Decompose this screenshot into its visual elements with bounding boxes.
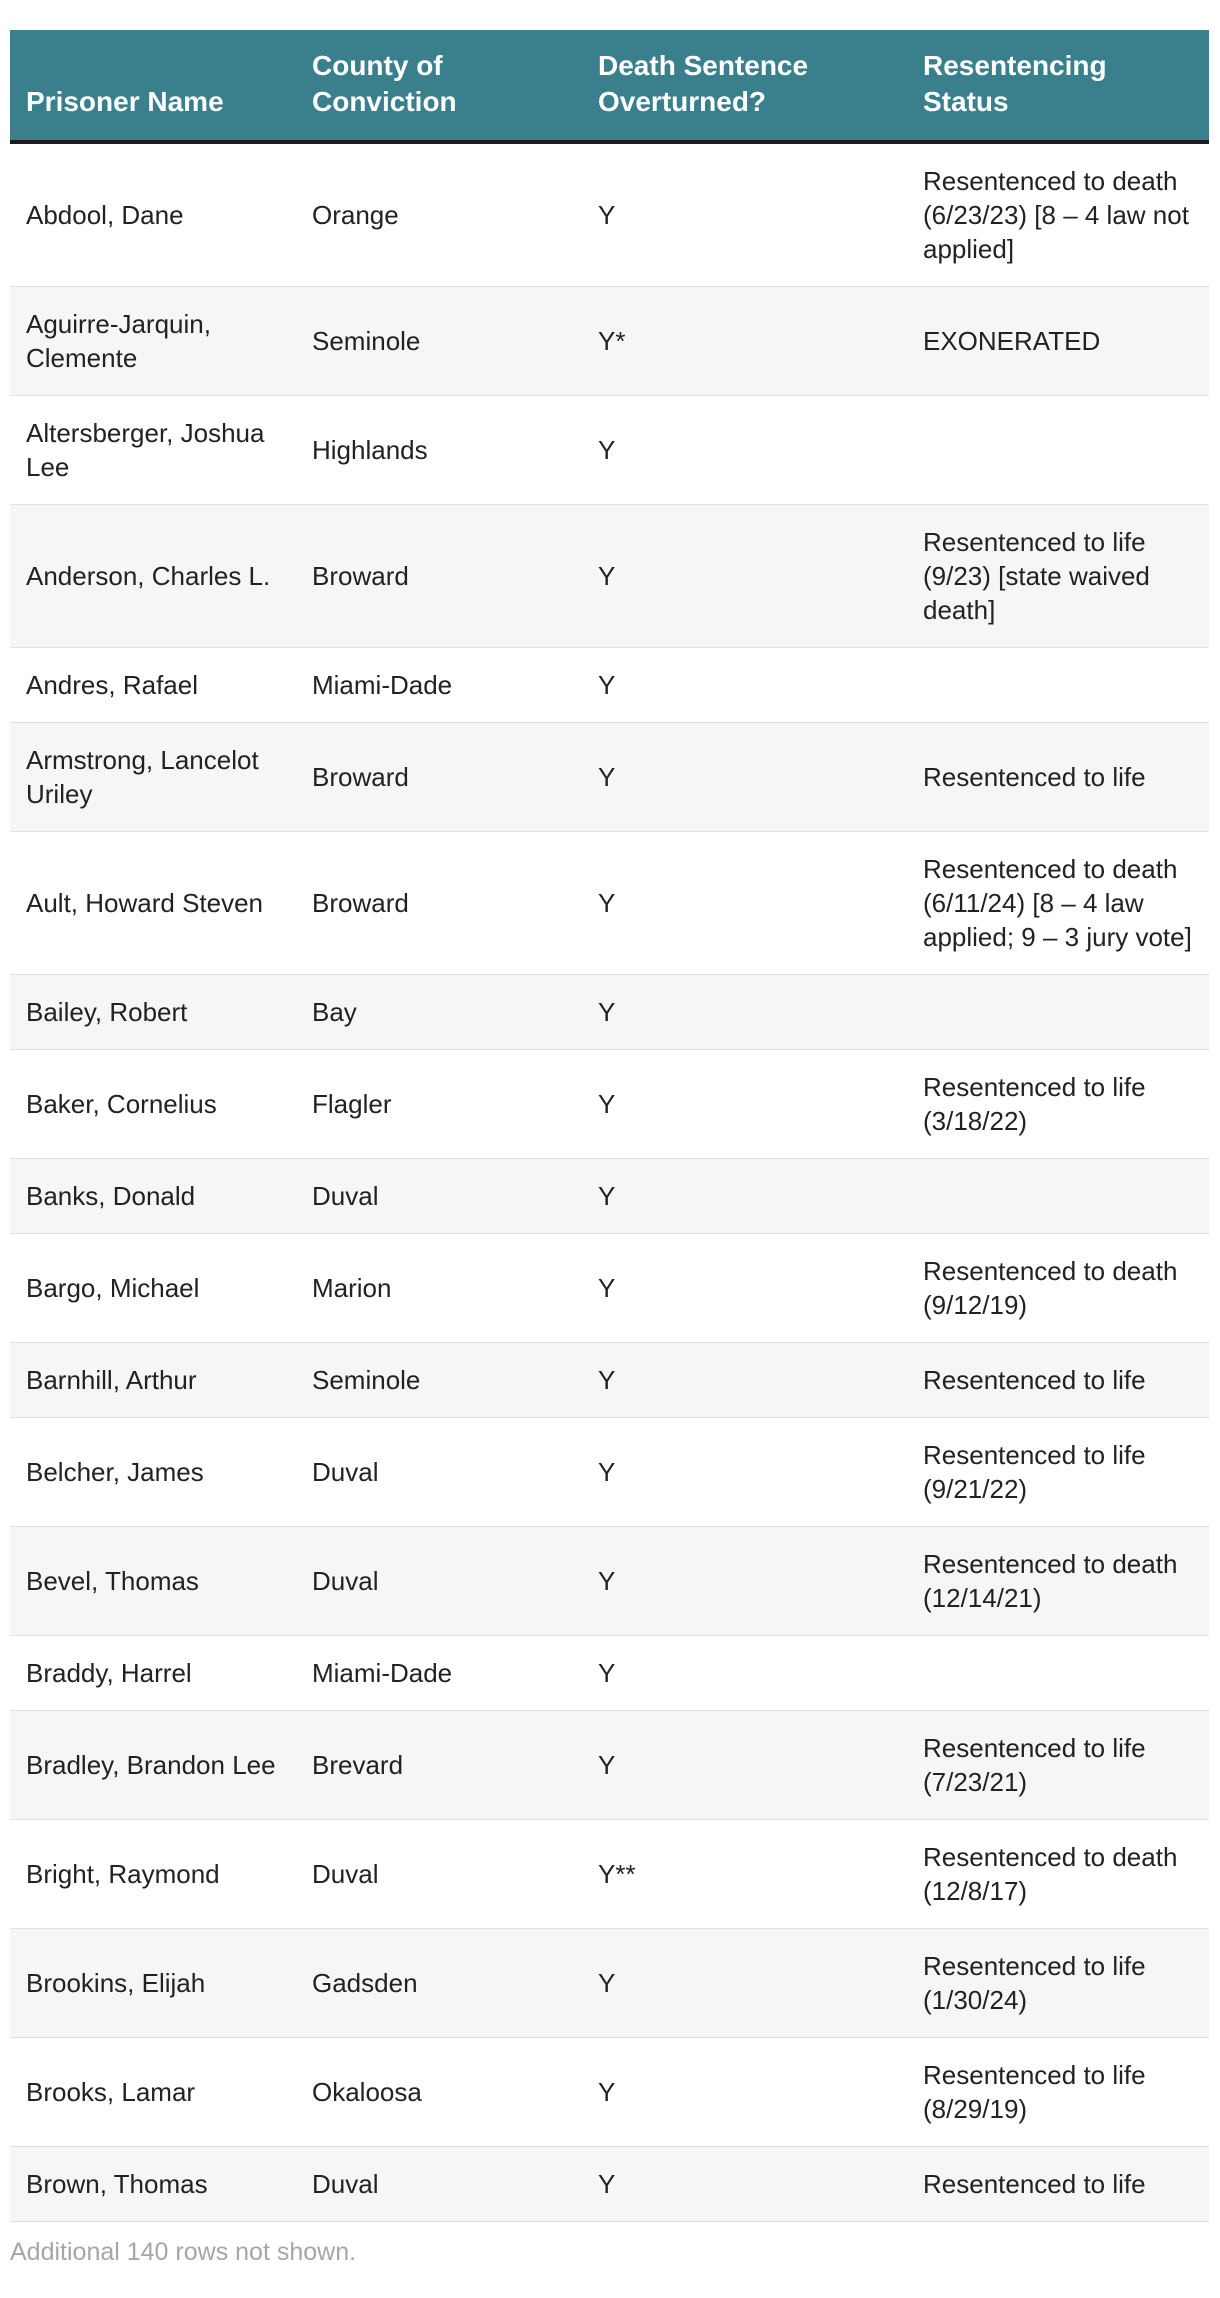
- table-row: [10, 1234, 1209, 1343]
- cell-overturned: Y: [582, 1929, 907, 2038]
- column-header-county: County of Conviction: [296, 30, 582, 142]
- cell-county: Highlands: [296, 396, 582, 505]
- cell-overturned: Y: [582, 396, 907, 505]
- cell-county: Marion: [296, 1234, 582, 1343]
- cell-resentencing-status: Resentenced to life (9/21/22): [907, 1418, 1209, 1527]
- cell-resentencing-status: Resentenced to death (6/23/23) [8 – 4 law not applied]: [907, 142, 1209, 287]
- header-row: [10, 30, 1209, 142]
- column-header-prisoner-name: Prisoner Name: [10, 30, 296, 142]
- table-row: [10, 1820, 1209, 1929]
- table-row: [10, 1929, 1209, 2038]
- cell-prisoner-name: Brown, Thomas: [10, 2147, 296, 2222]
- cell-overturned: Y: [582, 1711, 907, 1820]
- cell-prisoner-name: Bargo, Michael: [10, 1234, 296, 1343]
- table-row: [10, 648, 1209, 723]
- cell-resentencing-status: Resentenced to life (9/23) [state waived death]: [907, 505, 1209, 648]
- cell-resentencing-status: EXONERATED: [907, 287, 1209, 396]
- cell-county: Orange: [296, 142, 582, 287]
- table-row: [10, 396, 1209, 505]
- cell-county: Duval: [296, 1159, 582, 1234]
- cell-prisoner-name: Anderson, Charles L.: [10, 505, 296, 648]
- cell-overturned: Y: [582, 723, 907, 832]
- cell-overturned: Y: [582, 648, 907, 723]
- cell-prisoner-name: Braddy, Harrel: [10, 1636, 296, 1711]
- table-header: [10, 30, 1209, 142]
- cell-county: Flagler: [296, 1050, 582, 1159]
- cell-prisoner-name: Belcher, James: [10, 1418, 296, 1527]
- cell-resentencing-status: Resentenced to life (1/30/24): [907, 1929, 1209, 2038]
- cell-prisoner-name: Baker, Cornelius: [10, 1050, 296, 1159]
- cell-overturned: Y: [582, 975, 907, 1050]
- cell-county: Gadsden: [296, 1929, 582, 2038]
- cell-resentencing-status: Resentenced to life (8/29/19): [907, 2038, 1209, 2147]
- table-row: [10, 1527, 1209, 1636]
- cell-overturned: Y*: [582, 287, 907, 396]
- cell-resentencing-status: [907, 1159, 1209, 1234]
- cell-prisoner-name: Bailey, Robert: [10, 975, 296, 1050]
- table-row: [10, 2147, 1209, 2222]
- table-row: [10, 723, 1209, 832]
- cell-resentencing-status: [907, 648, 1209, 723]
- cell-prisoner-name: Aguirre-Jarquin, Clemente: [10, 287, 296, 396]
- column-header-resentencing-status: Resentencing Status: [907, 30, 1209, 142]
- cell-county: Duval: [296, 1820, 582, 1929]
- cell-overturned: Y: [582, 1636, 907, 1711]
- cell-overturned: Y: [582, 2147, 907, 2222]
- cell-overturned: Y: [582, 2038, 907, 2147]
- cell-resentencing-status: Resentenced to life (7/23/21): [907, 1711, 1209, 1820]
- cell-county: Seminole: [296, 287, 582, 396]
- table-row: [10, 142, 1209, 287]
- table-row: [10, 975, 1209, 1050]
- cell-county: Bay: [296, 975, 582, 1050]
- cell-county: Okaloosa: [296, 2038, 582, 2147]
- cell-overturned: Y: [582, 1418, 907, 1527]
- cell-prisoner-name: Altersberger, Joshua Lee: [10, 396, 296, 505]
- table-row: [10, 1711, 1209, 1820]
- table-row: [10, 1636, 1209, 1711]
- table-row: [10, 832, 1209, 975]
- cell-overturned: Y: [582, 142, 907, 287]
- cell-resentencing-status: Resentenced to death (12/8/17): [907, 1820, 1209, 1929]
- table-row: [10, 1418, 1209, 1527]
- cell-county: Broward: [296, 723, 582, 832]
- cell-resentencing-status: Resentenced to death (9/12/19): [907, 1234, 1209, 1343]
- cell-county: Broward: [296, 832, 582, 975]
- column-header-overturned: Death Sentence Overturned?: [582, 30, 907, 142]
- cell-prisoner-name: Brooks, Lamar: [10, 2038, 296, 2147]
- cell-prisoner-name: Armstrong, Lancelot Uriley: [10, 723, 296, 832]
- cell-prisoner-name: Banks, Donald: [10, 1159, 296, 1234]
- resentencing-table: [10, 30, 1209, 2222]
- rows-not-shown-note: Additional 140 rows not shown.: [10, 2238, 357, 2266]
- cell-county: Miami-Dade: [296, 1636, 582, 1711]
- cell-county: Broward: [296, 505, 582, 648]
- cell-prisoner-name: Ault, Howard Steven: [10, 832, 296, 975]
- cell-county: Duval: [296, 1527, 582, 1636]
- cell-prisoner-name: Bright, Raymond: [10, 1820, 296, 1929]
- cell-resentencing-status: Resentenced to life: [907, 723, 1209, 832]
- cell-overturned: Y: [582, 1343, 907, 1418]
- cell-resentencing-status: Resentenced to death (12/14/21): [907, 1527, 1209, 1636]
- table-body: [10, 142, 1209, 2222]
- cell-county: Miami-Dade: [296, 648, 582, 723]
- cell-prisoner-name: Andres, Rafael: [10, 648, 296, 723]
- cell-county: Duval: [296, 2147, 582, 2222]
- cell-overturned: Y**: [582, 1820, 907, 1929]
- cell-resentencing-status: [907, 975, 1209, 1050]
- cell-county: Seminole: [296, 1343, 582, 1418]
- table-row: [10, 505, 1209, 648]
- cell-resentencing-status: [907, 1636, 1209, 1711]
- cell-prisoner-name: Barnhill, Arthur: [10, 1343, 296, 1418]
- cell-prisoner-name: Brookins, Elijah: [10, 1929, 296, 2038]
- table-row: [10, 2038, 1209, 2147]
- cell-overturned: Y: [582, 1050, 907, 1159]
- cell-prisoner-name: Bradley, Brandon Lee: [10, 1711, 296, 1820]
- cell-overturned: Y: [582, 832, 907, 975]
- cell-prisoner-name: Bevel, Thomas: [10, 1527, 296, 1636]
- table-container: [10, 0, 1220, 2267]
- cell-overturned: Y: [582, 1527, 907, 1636]
- table-row: [10, 1343, 1209, 1418]
- cell-prisoner-name: Abdool, Dane: [10, 142, 296, 287]
- cell-resentencing-status: Resentenced to life: [907, 2147, 1209, 2222]
- table-row: [10, 1159, 1209, 1234]
- table-row: [10, 1050, 1209, 1159]
- table-row: [10, 287, 1209, 396]
- cell-resentencing-status: Resentenced to death (6/11/24) [8 – 4 law applied; 9 – 3 jury vote]: [907, 832, 1209, 975]
- cell-resentencing-status: Resentenced to life: [907, 1343, 1209, 1418]
- cell-overturned: Y: [582, 505, 907, 648]
- cell-overturned: Y: [582, 1234, 907, 1343]
- cell-resentencing-status: [907, 396, 1209, 505]
- cell-overturned: Y: [582, 1159, 907, 1234]
- cell-county: Duval: [296, 1418, 582, 1527]
- cell-resentencing-status: Resentenced to life (3/18/22): [907, 1050, 1209, 1159]
- cell-county: Brevard: [296, 1711, 582, 1820]
